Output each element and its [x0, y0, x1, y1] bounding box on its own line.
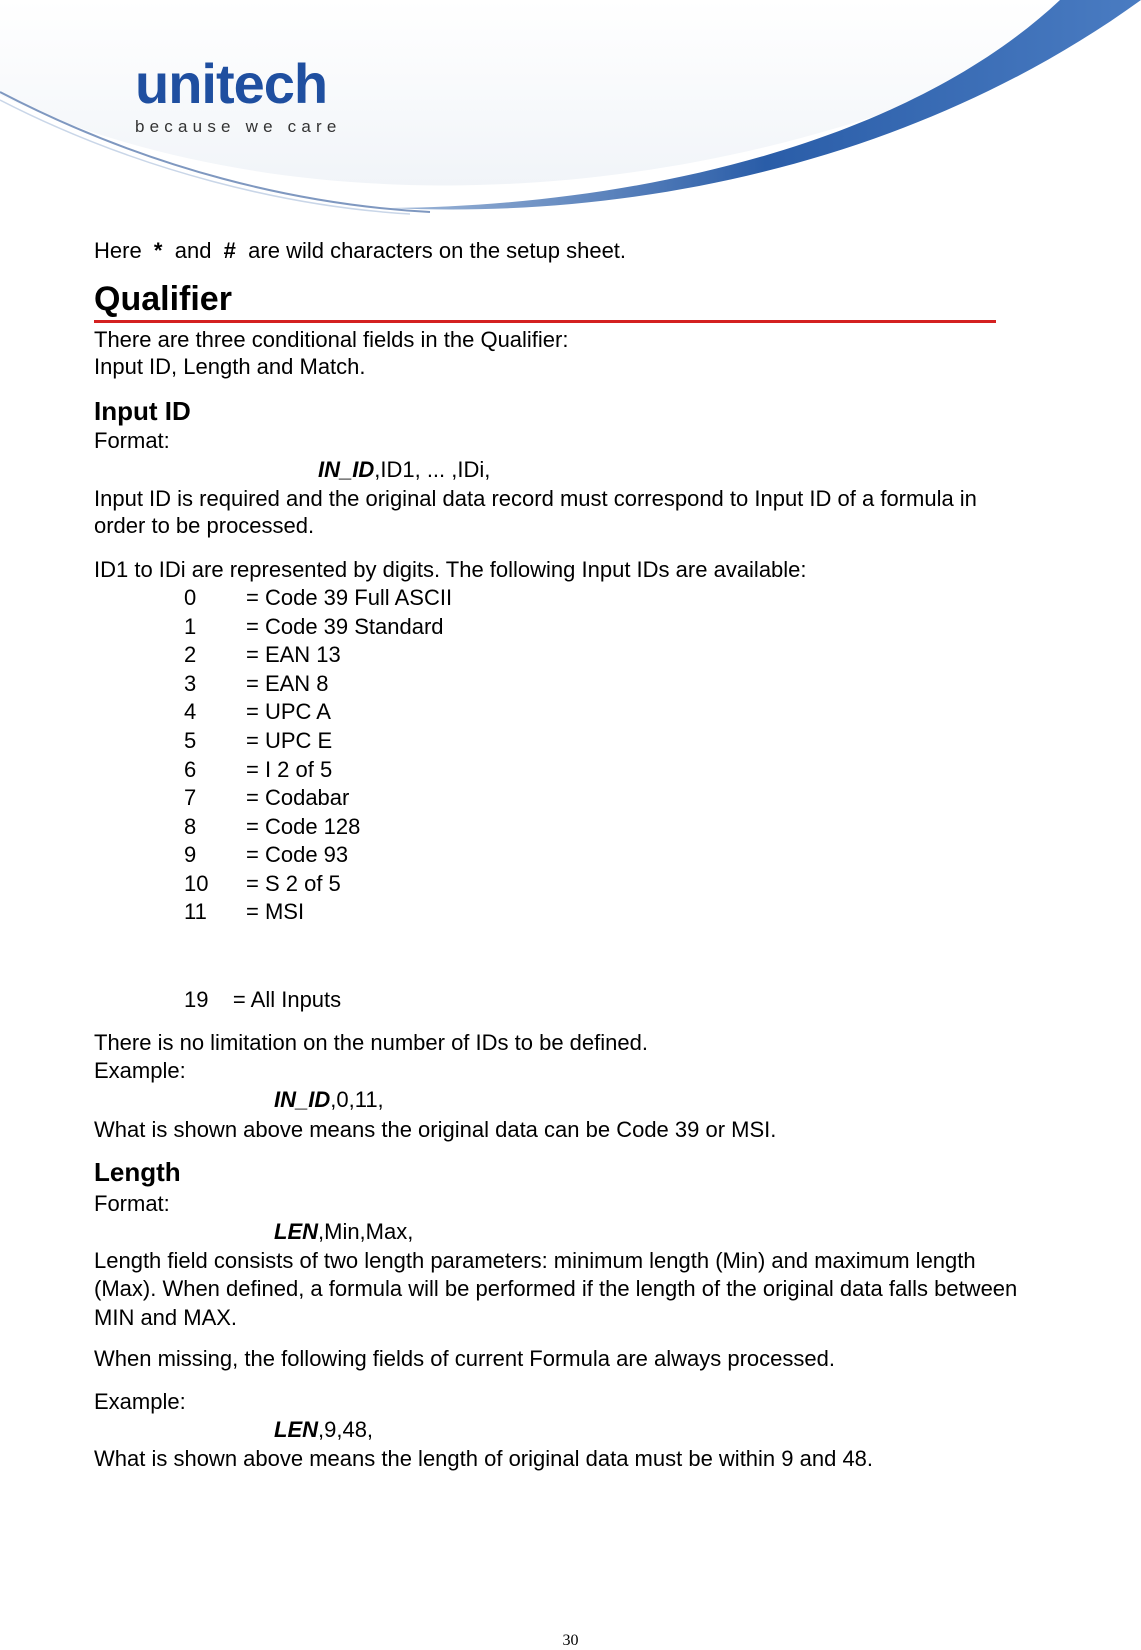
unitech-logo — [135, 52, 342, 136]
list-item: 1 = Code 39 Standard — [184, 614, 444, 639]
intro-prefix: Here — [94, 238, 142, 263]
qualifier-heading: Qualifier — [94, 280, 232, 318]
length-example-rest: ,9,48, — [318, 1417, 374, 1442]
input-id-desc-1: Input ID is required and the original data record must correspond to Input ID of a formula in — [94, 486, 977, 511]
length-example — [274, 1417, 373, 1443]
length-format — [274, 1219, 413, 1245]
list-item: 2 = EAN 13 — [184, 642, 341, 667]
input-id-format-label: Format: — [94, 428, 170, 453]
list-item: 0 = Code 39 Full ASCII — [184, 585, 453, 610]
heading-divider — [94, 320, 996, 323]
length-example-desc: What is shown above means the length of original data must be within 9 and 48. — [94, 1446, 874, 1471]
length-format-code: LEN — [274, 1219, 318, 1244]
no-limit-text: There is no limitation on the number of IDs to be defined. — [94, 1030, 648, 1055]
length-example-code: LEN — [274, 1417, 318, 1442]
intro-suffix: are wild characters on the setup sheet. — [248, 238, 627, 263]
qualifier-line-2: Input ID, Length and Match. — [94, 354, 366, 379]
list-item: 11 = MSI — [184, 899, 305, 924]
list-item: 9 = Code 93 — [184, 842, 349, 867]
input-id-example-label: Example: — [94, 1058, 186, 1083]
page-number: 30 — [562, 1632, 579, 1649]
list-item: 8 = Code 128 — [184, 814, 361, 839]
all-inputs-item: 19 = All Inputs — [184, 987, 342, 1012]
length-desc-3: MIN and MAX. — [94, 1305, 238, 1330]
length-desc-2: (Max). When defined, a formula will be performed if the length of the original data falls between — [94, 1276, 1018, 1301]
list-item: 3 = EAN 8 — [184, 671, 329, 696]
list-item: 4 = UPC A — [184, 699, 331, 724]
wildcard-hash: # — [223, 238, 236, 263]
length-example-label: Example: — [94, 1389, 186, 1414]
logo-wordmark: unitech — [135, 52, 328, 115]
input-id-example-code: IN_ID — [274, 1087, 331, 1112]
list-item: 7 = Codabar — [184, 785, 350, 810]
length-format-label: Format: — [94, 1191, 170, 1216]
input-id-format-rest: ,ID1, ... ,IDi, — [374, 457, 491, 482]
list-item: 10 = S 2 of 5 — [184, 871, 341, 896]
logo-tagline: because we care — [135, 117, 342, 136]
input-id-example — [274, 1087, 384, 1113]
input-id-list-intro: ID1 to IDi are represented by digits. The following Input IDs are available: — [94, 557, 807, 582]
input-id-format — [318, 457, 490, 483]
length-format-rest: ,Min,Max, — [318, 1219, 414, 1244]
list-item: 6 = I 2 of 5 — [184, 757, 333, 782]
page-header — [0, 0, 1141, 225]
input-id-example-desc: What is shown above means the original data can be Code 39 or MSI. — [94, 1117, 777, 1142]
wildcard-star: * — [153, 238, 163, 263]
input-id-desc-2: order to be processed. — [94, 513, 315, 538]
length-desc-1: Length field consists of two length parameters: minimum length (Min) and maximum length — [94, 1248, 976, 1273]
length-missing-text: When missing, the following fields of current Formula are always processed. — [94, 1346, 835, 1371]
intro-and: and — [174, 238, 212, 263]
intro-line — [94, 238, 626, 264]
input-id-example-rest: ,0,11, — [330, 1087, 384, 1112]
input-id-format-code: IN_ID — [318, 457, 375, 482]
qualifier-line-1: There are three conditional fields in the Qualifier: — [94, 327, 569, 352]
length-heading: Length — [94, 1157, 181, 1187]
list-item: 5 = UPC E — [184, 728, 333, 753]
input-id-heading: Input ID — [94, 396, 191, 426]
